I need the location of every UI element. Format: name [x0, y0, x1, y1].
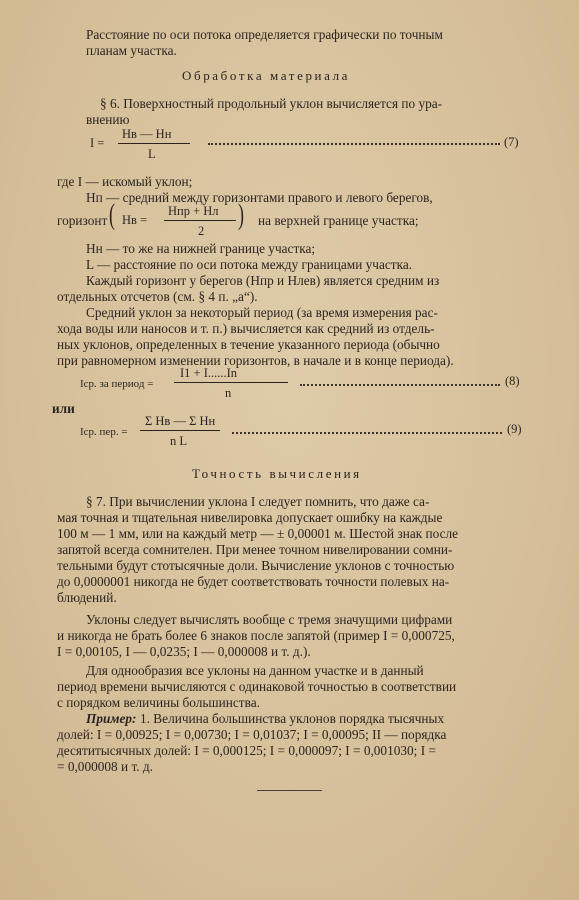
equation-number: (7) — [504, 135, 519, 149]
text-line: мая точная и тщательная нивелировка допускает ошибку на каждые — [57, 510, 443, 525]
equation-number: (8) — [505, 374, 520, 388]
formula-8-denominator: n — [225, 386, 232, 400]
text-line: блюдений. — [57, 590, 117, 605]
text-line: при равномерном изменении горизонтов, в начале и в конце периода). — [57, 353, 454, 368]
dot-leader — [232, 432, 502, 434]
text-line: Уклоны следует вычислять вообще с тремя значущими цифрами — [86, 612, 453, 627]
formula-9-lhs: Iср. пер. = — [80, 426, 128, 438]
section-heading: Обработка материала — [182, 68, 351, 83]
text-line: 1. Величина большинства уклонов порядка тысячных — [140, 711, 445, 726]
formula-7-denominator: L — [148, 147, 156, 161]
text-line: где I — искомый уклон; — [57, 174, 193, 189]
equation-number: (9) — [507, 422, 522, 436]
text-line: = 0,000008 и т. д. — [57, 759, 153, 774]
formula-9-numerator: Σ Hв — Σ Hн — [145, 414, 216, 428]
formula-h-denominator: 2 — [198, 224, 205, 238]
text-line: горизонт — [57, 213, 108, 228]
fraction-bar — [174, 382, 288, 383]
text-line: десятитысячных долей: I = 0,000125; I = 0,000097; I = 0,001030; I = — [57, 743, 436, 758]
formula-h-lhs: Hв = — [122, 213, 148, 227]
text-line: хода воды или наносов и т. п.) вычисляется как средний из отдель- — [57, 321, 435, 336]
text-line: до 0,0000001 никогда не будет соответствовать точности полевых на- — [57, 574, 450, 589]
text-line: планам участка. — [86, 43, 177, 58]
text-line: Расстояние по оси потока определяется графически по точным — [86, 27, 443, 42]
text-line: 100 м — 1 мм, или на каждый метр — ± 0,00001 м. Шестой знак после — [57, 526, 459, 541]
formula-9-denominator: n L — [170, 434, 188, 448]
section-heading: Точность вычисления — [192, 466, 362, 481]
text-line: Каждый горизонт у берегов (Hпр и Hлев) является средним из — [86, 273, 440, 288]
formula-h-numerator: Hпр + Hл — [168, 204, 219, 218]
text-line: или — [52, 401, 75, 416]
text-line: и никогда не брать более 6 знаков после запятой (пример I = 0,000725, — [57, 628, 455, 643]
formula-8-lhs: Iср. за период = — [80, 378, 154, 390]
text-line: L — расстояние по оси потока между границами участка. — [86, 257, 413, 272]
example-label: Пример: — [86, 711, 137, 726]
formula-7-lhs: I = — [90, 136, 105, 150]
formula-8-numerator: I1 + I......In — [180, 366, 238, 380]
end-rule — [257, 790, 322, 791]
dot-leader — [208, 143, 500, 145]
text-line: Hн — то же на нижней границе участка; — [86, 241, 316, 256]
text-line: с порядком величины большинства. — [57, 695, 260, 710]
formula-7-numerator: Hв — Hн — [122, 127, 172, 141]
text-line: § 6. Поверхностный продольный уклон вычисляется по ура- — [100, 96, 443, 111]
fraction-bar — [164, 220, 236, 221]
dot-leader — [300, 384, 500, 386]
text-line: § 7. При вычислении уклона I следует помнить, что даже са- — [86, 494, 430, 509]
text-line: Средний уклон за некоторый период (за время измерения рас- — [86, 305, 438, 320]
text-line: тельными будут стотысячные доли. Вычисление уклонов с точностью — [57, 558, 455, 573]
text-line: на верхней границе участка; — [258, 213, 419, 228]
fraction-bar — [140, 430, 220, 431]
left-paren: ( — [109, 198, 115, 231]
text-line: период времени вычисляются с одинаковой точностью в соответствии — [57, 679, 457, 694]
fraction-bar — [118, 143, 190, 144]
text-line: Hп — средний между горизонтами правого и левого берегов, — [86, 190, 433, 205]
text-line: ных уклонов, определенных в течение указанного периода (обычно — [57, 337, 440, 352]
text-line: отдельных отсчетов (см. § 4 п. „а“). — [57, 289, 258, 304]
right-paren: ) — [238, 198, 244, 231]
text-line: запятой всегда сомнителен. При менее точном нивелировании сомни- — [57, 542, 453, 557]
text-line: долей: I = 0,00925; I = 0,00730; I = 0,01037; I = 0,00095; II — порядка — [57, 727, 447, 742]
text-line: внению — [86, 112, 130, 127]
text-line: Для однообразия все уклоны на данном участке и в данный — [86, 663, 424, 678]
text-line: I = 0,00105, I — 0,0235; I — 0,000008 и т. д.). — [57, 644, 311, 659]
